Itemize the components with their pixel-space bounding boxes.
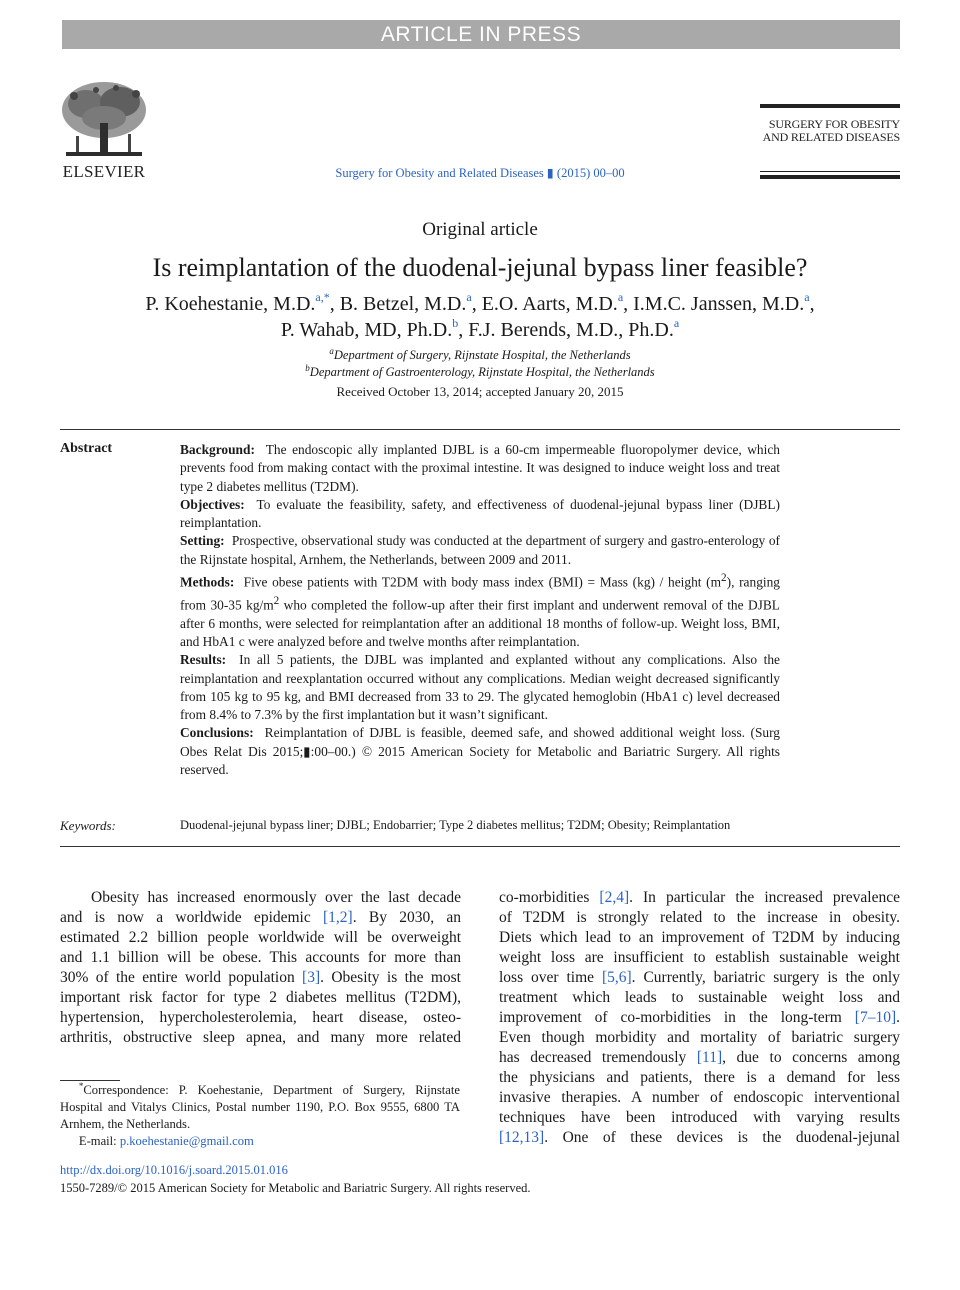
- footnote-rule: [60, 1080, 120, 1081]
- superscript: 2: [273, 594, 280, 607]
- abstract-objectives: [180, 496, 780, 533]
- doi-link[interactable]: http://dx.doi.org/10.1016/j.soard.2015.01.016: [60, 1163, 288, 1177]
- superscript: 2: [721, 572, 727, 585]
- body-text: improvement of co-morbidities in the long-term: [499, 1009, 855, 1026]
- body-column-left: [60, 888, 461, 1048]
- body-text: Even though morbidity and mortality of bariatric surgery: [499, 1029, 900, 1046]
- body-line: [60, 1008, 461, 1028]
- body-text: . By 2030, an: [352, 909, 461, 926]
- abstract-results: [180, 651, 780, 724]
- journal-title: [763, 118, 900, 144]
- author-affiliation-link[interactable]: a,*: [315, 290, 330, 304]
- section-text: The endoscopic ally implanted DJBL is a 60-cm impermeable fluoropolymer device, which prevents food from making contact with the proximal intestine. It was designed to induce weight loss and treat type 2 diabetes mellitus (T2DM).: [180, 442, 780, 494]
- journal-title-line1: SURGERY FOR OBESITY: [768, 117, 900, 131]
- author-affiliation-link[interactable]: a: [673, 316, 680, 330]
- section-text: who completed the follow-up after their first implant and underwent removal of the DJBL after 6 months, were selected for reimplantation after an additional 18 months of follow-up. Weight loss, BMI, and HbA1 c were analyzed before and twelve months after reimplantation.: [180, 597, 780, 649]
- journal-title-rule-thick: [760, 175, 900, 179]
- author-affiliation-link[interactable]: b: [452, 316, 459, 330]
- citation-link[interactable]: [2,4]: [599, 889, 630, 906]
- body-line: [499, 1068, 900, 1088]
- body-line: [499, 908, 900, 928]
- author-line-2: [0, 317, 960, 343]
- abstract-methods: [180, 569, 780, 651]
- affiliations: [0, 347, 960, 380]
- section-label: Objectives:: [180, 496, 245, 512]
- section-label: Background:: [180, 442, 255, 457]
- author-separator: ,: [471, 293, 482, 315]
- citation-link[interactable]: [5,6]: [601, 969, 632, 986]
- body-line: [60, 908, 461, 928]
- citation-link[interactable]: [3]: [302, 969, 321, 986]
- body-line: [499, 928, 900, 948]
- author-line-1: [0, 291, 960, 317]
- body-text: 30% of the entire world population: [60, 969, 303, 986]
- footnote-marker: *: [78, 1081, 84, 1091]
- body-line: [60, 888, 461, 908]
- body-text: hypertension, hypercholesterolemia, heart disease, osteo-: [60, 1009, 461, 1026]
- author-name: P. Wahab, MD, Ph.D.: [280, 319, 453, 341]
- keywords-label: Keywords:: [60, 818, 116, 833]
- author-name: E.O. Aarts, M.D.: [481, 293, 618, 315]
- abstract-label: Abstract: [60, 441, 113, 456]
- body-line: [60, 948, 461, 968]
- affiliation-marker: a: [329, 346, 334, 356]
- body-text: , due to concerns among: [722, 1049, 900, 1066]
- author-name: B. Betzel, M.D.: [339, 293, 467, 315]
- body-text: loss over time: [499, 969, 602, 986]
- author-separator: ,: [329, 293, 340, 315]
- body-line: [60, 968, 461, 988]
- correspondence-text: [60, 1082, 460, 1133]
- abstract-conclusions: [180, 724, 780, 779]
- journal-citation-link[interactable]: Surgery for Obesity and Related Diseases ▮ (2015) 00–00: [335, 166, 625, 180]
- section-text: To evaluate the feasibility, safety, and effectiveness of duodenal-jejunal bypass liner (DJBL) reimplantation.: [180, 496, 780, 531]
- affiliation-text: Department of Gastroenterology, Rijnstate Hospital, the Netherlands: [309, 364, 655, 379]
- citation-link[interactable]: [11]: [696, 1049, 723, 1066]
- body-line: [499, 1128, 900, 1148]
- body-line: [499, 1108, 900, 1128]
- body-text: co-morbidities: [499, 889, 600, 906]
- body-line: [499, 988, 900, 1008]
- body-line: [499, 888, 900, 908]
- body-text: . Obesity is the most: [320, 969, 461, 986]
- body-line: [60, 988, 461, 1008]
- body-line: [60, 1028, 461, 1048]
- author-affiliation-link[interactable]: a: [617, 290, 624, 304]
- author-name: I.M.C. Janssen, M.D.: [633, 293, 805, 315]
- body-line: [499, 1008, 900, 1028]
- body-column-right: [499, 888, 900, 1148]
- citation-link[interactable]: [1,2]: [323, 909, 353, 926]
- keywords-text: Duodenal-jejunal bypass liner; DJBL; Endobarrier; Type 2 diabetes mellitus; T2DM; Obesity; Reimplantation: [180, 818, 731, 832]
- abstract-setting: [180, 532, 780, 569]
- citation-link[interactable]: [7–10]: [854, 1009, 897, 1026]
- author-list: [0, 291, 960, 343]
- body-text: .: [896, 1009, 900, 1026]
- email-link[interactable]: p.koehestanie@gmail.com: [119, 1134, 254, 1148]
- email-label: E-mail:: [78, 1134, 120, 1148]
- body-text: . Currently, bariatric surgery is the only: [631, 969, 900, 986]
- copyright-line: 1550-7289/© 2015 American Society for Metabolic and Bariatric Surgery. All rights reserved.: [60, 1181, 531, 1195]
- author-name: P. Koehestanie, M.D.: [145, 293, 316, 315]
- body-text: of T2DM is strongly related to the increase in obesity.: [499, 909, 900, 926]
- section-text: ), ranging from 30-35 kg/m: [180, 574, 780, 613]
- elsevier-wordmark: ELSEVIER: [62, 162, 146, 181]
- citation-link[interactable]: [12,13]: [499, 1129, 545, 1146]
- section-text: Prospective, observational study was conducted at the department of surgery and gastro-enterology of the Rijnstate hospital, Arnhem, the Netherlands, between 2009 and 2011.: [180, 533, 780, 567]
- affiliation-b: [0, 364, 960, 381]
- body-text: Obesity has increased enormously over the last decade: [60, 889, 461, 906]
- keywords-bottom-rule: [60, 846, 900, 847]
- author-affiliation-link[interactable]: a: [466, 290, 472, 304]
- author-name: F.J. Berends, M.D., Ph.D.: [468, 319, 674, 341]
- author-separator: ,: [458, 319, 469, 341]
- received-dates: Received October 13, 2014; accepted January 20, 2015: [336, 384, 624, 399]
- affiliation-a: [0, 347, 960, 364]
- body-text: important risk factor for type 2 diabetes mellitus (T2DM),: [60, 989, 461, 1006]
- section-text: In all 5 patients, the DJBL was implanted and explanted without any complications. Also the reimplantation and reexplantation occurred without any complications. Median weight decreased significantly from 105 kg to 95 kg, and BMI decreased from 33 to 29. The glycated hemoglobin (HbA1 c) level decreased from 8.4% to 7.3% by the first implantation but it wasn’t significant.: [180, 652, 780, 723]
- abstract-background: [180, 441, 780, 496]
- section-label: Results:: [180, 652, 227, 668]
- body-text: . One of these devices is the duodenal-jejunal: [544, 1129, 900, 1146]
- body-text: Diets which lead to an improvement of T2DM by inducing: [499, 929, 900, 946]
- correspondence-footnote: [60, 1082, 460, 1150]
- body-text: arthritis, obstructive sleep apnea, and many more related: [60, 1029, 461, 1046]
- abstract-body: [180, 441, 780, 779]
- author-affiliation-link[interactable]: a: [804, 290, 810, 304]
- section-label: Methods:: [180, 574, 235, 590]
- author-separator: ,: [809, 293, 815, 315]
- body-text: has decreased tremendously: [499, 1049, 697, 1066]
- article-type: Original article: [422, 219, 538, 240]
- section-label: Setting:: [180, 533, 225, 549]
- affiliation-text: Department of Surgery, Rijnstate Hospital, the Netherlands: [333, 348, 631, 362]
- affiliation-marker: b: [305, 362, 310, 373]
- body-line: [499, 1088, 900, 1108]
- body-line: [60, 928, 461, 948]
- elsevier-tree-icon: [56, 78, 152, 160]
- body-text: and 1.1 billion will be obese. This accounts for more than: [60, 949, 461, 966]
- body-line: [499, 1028, 900, 1048]
- body-text: weight loss are insufficient to establish sustainable weight: [499, 949, 900, 966]
- body-text: estimated 2.2 billion people worldwide will be overweight: [60, 929, 461, 946]
- journal-title-line2: AND RELATED DISEASES: [762, 130, 900, 144]
- body-line: [499, 968, 900, 988]
- author-separator: ,: [623, 293, 634, 315]
- body-line: [499, 1048, 900, 1068]
- journal-title-rule-thin: [760, 171, 900, 172]
- email-line: [60, 1133, 460, 1150]
- section-text: Five obese patients with T2DM with body mass index (BMI) = Mass (kg) / height (m: [243, 574, 722, 590]
- body-text: and is now a worldwide epidemic: [60, 909, 324, 926]
- section-label: Conclusions:: [180, 725, 254, 741]
- body-text: the physicians and patients, there is a demand for less: [499, 1069, 900, 1086]
- body-text: invasive therapies. A number of endoscopic interventional: [499, 1089, 900, 1106]
- section-text: Reimplantation of DJBL is feasible, deemed safe, and showed additional weight loss. (Surg Obes Relat Dis 2015;▮:00–00.) © 2015 American Society for Metabolic and Bariatric Surgery. All rights reserved.: [180, 725, 780, 777]
- body-text: treatment which leads to sustainable weight loss and: [499, 989, 900, 1006]
- article-in-press-banner: ARTICLE IN PRESS: [62, 20, 900, 49]
- journal-title-top-rule: [760, 104, 900, 108]
- abstract-top-rule: [60, 429, 900, 430]
- body-line: [499, 948, 900, 968]
- correspondence-address: Correspondence: P. Koehestanie, Department of Surgery, Rijnstate Hospital and Vitalys Clinics, Postal number 1190, P.O. Box 9555, 6800 TA Arnhem, the Netherlands.: [60, 1083, 460, 1131]
- body-text: techniques have been introduced with varying results: [499, 1109, 900, 1126]
- body-text: . In particular the increased prevalence: [629, 889, 900, 906]
- article-title: Is reimplantation of the duodenal-jejunal bypass liner feasible?: [152, 253, 808, 282]
